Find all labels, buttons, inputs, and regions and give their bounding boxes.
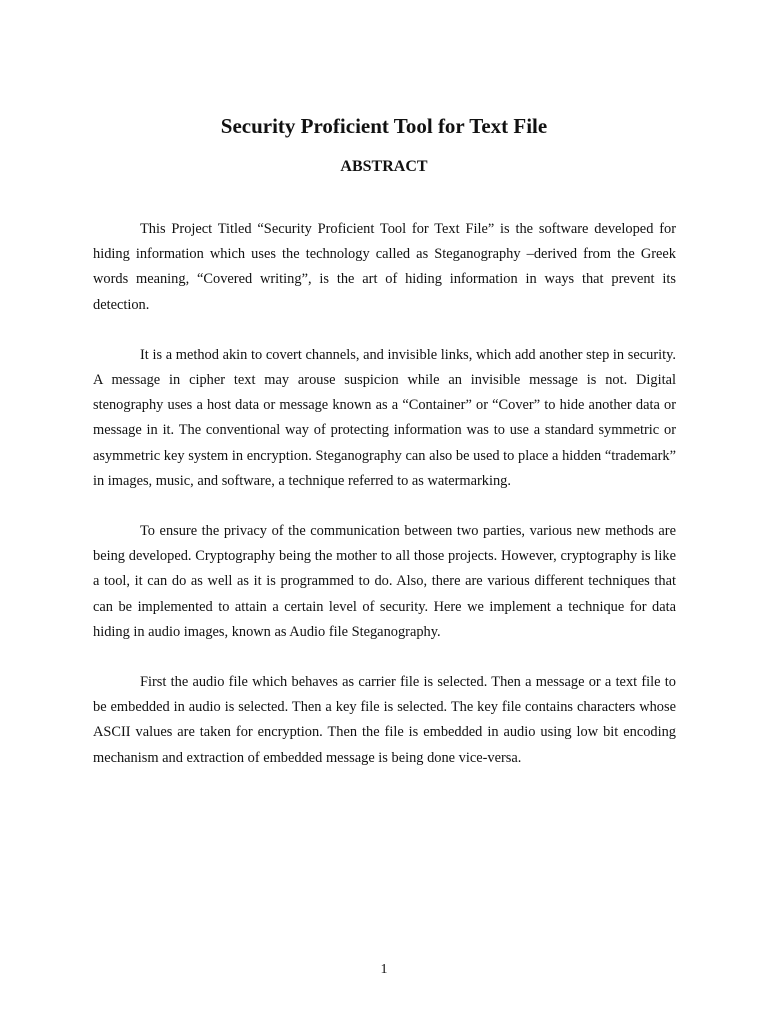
abstract-heading: ABSTRACT xyxy=(340,158,428,175)
paragraph: It is a method akin to covert channels, and invisible links, which add another step in security. A message in cipher text may arouse suspicion while an invisible message is not. Digital stenography uses a host data or message known as a “Container” or “Cover” to hide another data or message in it. The conventional way of protecting information was to use a standard symmetric or asymmetric key system in encryption. Steganography can also be used to place a hidden “trademark” in images, music, and software, a technique referred to as watermarking. xyxy=(93,346,676,489)
abstract-body xyxy=(93,217,676,796)
page-number: 1 xyxy=(380,962,388,977)
paragraph: First the audio file which behaves as carrier file is selected. Then a message or a text file to be embedded in audio is selected. Then a key file is selected. The key file contains characters whose ASCII values are taken for encryption. Then the file is embedded in audio using low bit encoding mechanism and extraction of embedded message is being done vice-versa. xyxy=(93,674,676,766)
paragraph: To ensure the privacy of the communication between two parties, various new methods are being developed. Cryptography being the mother to all those projects. However, cryptography is like a tool, it can do as well as it is programmed to do. Also, there are various different techniques that can be implemented to attain a certain level of security. Here we implement a technique for data hiding in audio images, known as Audio file Steganography. xyxy=(93,523,676,640)
document-title: Security Proficient Tool for Text File xyxy=(220,114,548,138)
paragraph: This Project Titled “Security Proficient Tool for Text File” is the software developed for hiding information which uses the technology called as Steganography –derived from the Greek words meaning, “Covered writing”, is the art of hiding information in ways that prevent its detection. xyxy=(93,221,676,313)
